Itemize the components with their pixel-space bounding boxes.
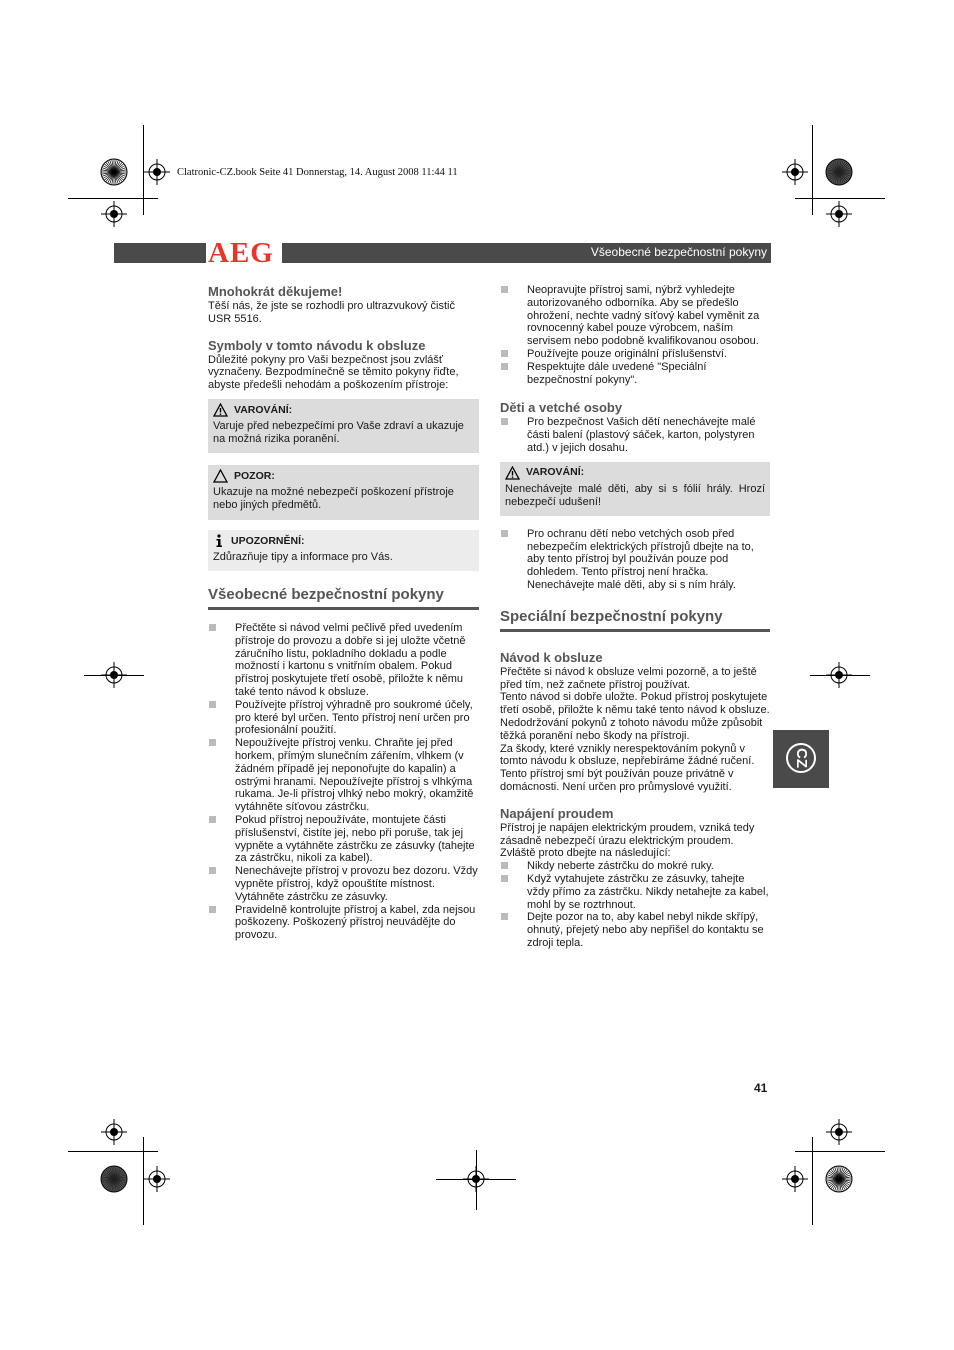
list-item: Když vytahujete zástrčku ze zásuvky, tahejte vždy přímo za zástrčku. Nikdy netahejte za kabel, mohl by se roztrhnout. [500,873,770,911]
symbols-heading: Symboly v tomto návodu k obsluze [208,337,426,353]
thanks-heading: Mnohokrát děkujeme! [208,284,343,299]
list-item: Nenechávejte přístroj v provozu bez dozoru. Vždy vypněte přístroj, když opouštíte místnost. Vytáhněte zástrčku ze zásuvky. [208,865,479,903]
header-title: Všeobecné bezpečnostní pokyny [590,245,767,259]
list-item: Používejte pouze originální příslušenství. [500,348,770,361]
special-safety-heading: Speciální bezpečnostní pokyny [500,608,770,632]
children-list-2 [500,528,770,592]
language-label: CZ [786,743,816,773]
general-safety-heading: Všeobecné bezpečnostní pokyny [208,586,479,610]
trim-line [84,675,144,676]
list-item: Nepoužívejte přístroj venku. Chraňte jej před horkem, přímým slunečním zářením, vlhkem (v žádném případě jej neponořujte do kapalin) a ostrými hranami. Nepoužívejte přístroj s vlhkýma rukama. Je-li přístroj vlhký nebo mokrý, okamžitě vytáhněte síťovou zástrčku. [208,737,479,814]
registration-star-mark [100,1165,128,1193]
list-item: Pravidelně kontrolujte přístroj a kabel, zda nejsou poškozeny. Poškozený přístroj neuvádějte do provozu. [208,904,479,942]
print-info: Clatronic-CZ.book Seite 41 Donnerstag, 14. August 2008 11:44 11 [177,167,458,178]
trim-line [810,675,870,676]
registration-crosshair-mark [826,201,852,227]
page-number: 41 [754,1081,768,1095]
list-item: Nikdy neberte zástrčku do mokré ruky. [500,860,770,873]
left-column [208,284,479,942]
list-item: Dejte pozor na to, aby kabel nebyl nikde skřípý, ohnutý, přejetý nebo aby nepřišel do kontaktu se zdroji tepla. [500,911,770,949]
symbols-text: Důležité pokyny pro Vaši bezpečnost jsou zvlášť vyznačeny. Bezpodmínečně se těmito pokyny řiďte, abyste předešli nehodám a poškozením přístroje: [208,353,459,392]
header-bar [282,243,771,263]
manual-paragraph: Tento přístroj smí být používán pouze privátně v domácnosti. Není určen pro průmyslové využití. [500,768,734,793]
registration-crosshair-mark [101,201,127,227]
children-warning-label: VAROVÁNÍ: [526,466,585,479]
registration-crosshair-mark [144,159,170,185]
general-safety-list [208,622,479,942]
registration-crosshair-mark [782,159,808,185]
warning-box [208,399,479,453]
caution-label: POZOR: [234,469,275,482]
list-item: Pro ochranu dětí nebo vetchých osob před nebezpečím elektrických přístrojů dbejte na to, aby tento přístroj byl používán pouze pod dohledem. Tento přístroj není hračka. Nenechávejte malé děti, aby si s ním hrály. [500,528,770,592]
children-list [500,416,770,454]
trim-line [812,125,813,215]
language-tab [773,730,829,788]
list-item: Přečtěte si návod velmi pečlivě před uvedením přístroje do provozu a dobře si jej uložte včetně záručního listu, pokladního dokladu a podle možností i kartonu s vnitřním obalem. Pokud přístroj poskytujete třetí osobě, přiložte k němu také tento návod k obsluze. [208,622,479,699]
registration-crosshair-mark [101,1119,127,1145]
note-label: UPOZORNĚNÍ: [231,534,305,547]
list-item: Pokud přístroj nepoužíváte, montujete části příslušenství, čistíte jej, nebo při poruše, tak jej vypněte a vytáhněte zástrčku ze zásuvky (tahejte za zástrčku, nikoli za kabel). [208,814,479,865]
registration-star-mark [825,1165,853,1193]
registration-crosshair-mark [782,1166,808,1192]
caution-box [208,465,479,520]
registration-star-mark [825,158,853,186]
children-warning-box [500,462,770,516]
power-list [500,860,770,950]
children-warning-text: Nenechávejte malé děti, aby si s fólií hrály. Hrozí nebezpečí udušení! [505,482,765,508]
warning-triangle-icon [505,466,520,480]
manual-heading: Návod k obsluze [500,649,603,665]
list-item: Neopravujte přístroj sami, nýbrž vyhledejte autorizovaného odborníka. Aby se předešlo ohrožení, nechte vadný síťový kabel vyměnit za rovnocenný kabel pouze výrobcem, naším servisem nebo podobně kvalifikovanou osobou. [500,284,770,348]
right-column [500,284,770,950]
list-item: Používejte přístroj výhradně pro soukromé účely, pro které byl určen. Tento přístroj není určen pro profesionální použití. [208,699,479,737]
thanks-text: Těší nás, že jste se rozhodli pro ultrazvukový čistič USR 5516. [208,300,455,325]
manual-paragraph: Za škody, které vznikly nerespektováním pokynů v tomto návodu k obsluze, nepřebíráme žádné ručení. [500,742,755,768]
trim-line [476,1150,477,1210]
registration-star-mark [100,158,128,186]
trim-line [795,198,885,199]
trim-line [143,125,144,215]
manual-paragraphs [500,666,770,794]
header-bar-left [114,243,206,263]
warning-triangle-icon [213,403,228,417]
manual-paragraph: Přečtěte si návod k obsluze velmi pozorně, a to ještě před tím, než začnete přístroj používat. [500,665,757,691]
manual-paragraph: Nedodržování pokynů z tohoto návodu může způsobit těžká poranění nebo škody na přístroji. [500,716,763,742]
note-text: Zdůrazňuje tipy a informace pro Vás. [213,550,393,563]
list-item: Pro bezpečnost Vašich dětí nenechávejte malé části balení (plastový sáček, karton, polystyren atd.) v jejich dosahu. [500,416,770,454]
trim-line [436,1179,516,1180]
repair-list [500,284,770,386]
manual-paragraph: Tento návod si dobře uložte. Pokud přístroj poskytujete třetí osobě, přiložte k němu také tento návod k obsluze. [500,691,770,717]
note-box [208,530,479,571]
trim-line [68,198,158,199]
power-text: Přístroj je napájen elektrickým proudem, vzniká tedy zásadně nebezpečí úrazu elektrickým proudem. Zvláště proto dbejte na následující: [500,821,755,860]
power-heading: Napájení proudem [500,805,614,821]
trim-line [795,1151,885,1152]
info-icon [213,534,225,548]
list-item: Respektujte dále uvedené "Speciální bezpečnostní pokyny". [500,361,770,387]
registration-crosshair-mark [144,1166,170,1192]
caution-text: Ukazuje na možné nebezpečí poškození přístroje nebo jiných předmětů. [213,485,454,511]
children-heading: Děti a vetché osoby [500,400,623,416]
aeg-logo: AEG [208,237,274,269]
warning-text: Varuje před nebezpečími pro Vaše zdraví a ukazuje na možná rizika poranění. [213,419,464,445]
trim-line [68,1151,158,1152]
registration-crosshair-mark [826,1119,852,1145]
warning-label: VAROVÁNÍ: [234,403,293,416]
caution-triangle-icon [213,469,228,483]
